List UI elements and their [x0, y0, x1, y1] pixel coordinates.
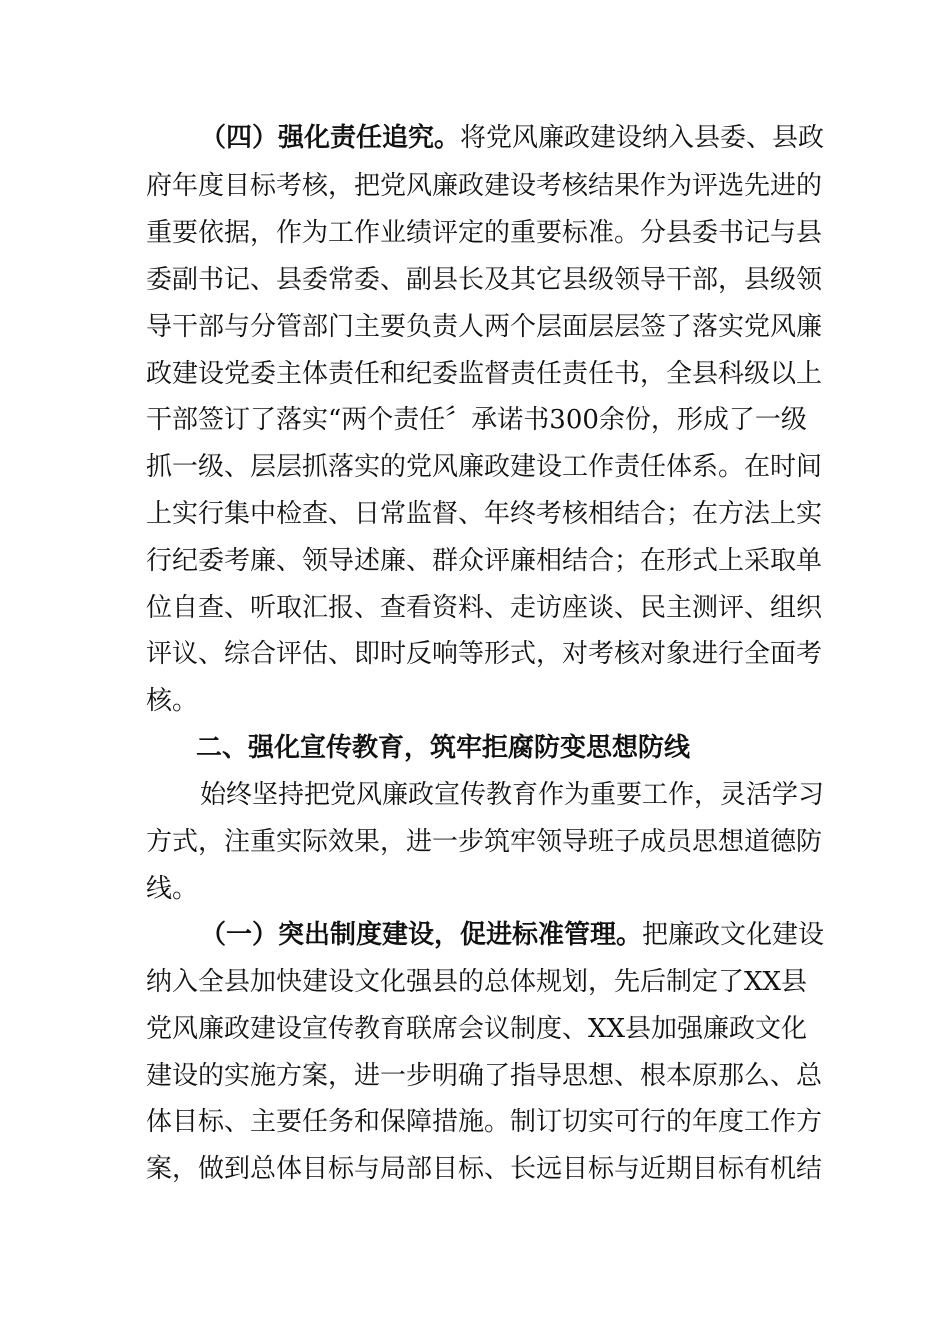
paragraph-line: 方式，注重实际效果，进一步筑牢领导班子成员思想道德防	[146, 827, 823, 857]
paragraph-line: 导干部与分管部门主要负责人两个层面层层签了落实党风廉	[146, 312, 823, 342]
paragraph-line: 委副书记、县委常委、副县长及其它县级领导干部，县级领	[146, 265, 823, 295]
paragraph-line: 纳入全县加快建设文化强县的总体规划，先后制定了XX县	[146, 967, 808, 997]
paragraph-line: 案，做到总体目标与局部目标、长远目标与近期目标有机结	[146, 1154, 823, 1184]
paragraph-line: 核。	[146, 686, 199, 716]
section-lead: （四）强化责任追究。	[200, 123, 461, 153]
paragraph-line: 线。	[146, 874, 199, 904]
paragraph-line	[200, 118, 825, 158]
text-run: 把廉政文化建设	[642, 920, 825, 950]
paragraph-line: 体目标、主要任务和保障措施。制订切实可行的年度工作方	[146, 1107, 823, 1137]
paragraph-line: 建设的实施方案，进一步明确了指导思想、根本原那么、总	[146, 1061, 823, 1091]
paragraph-line: 抓一级、层层抓落实的党风廉政建设工作责任体系。在时间	[146, 452, 823, 482]
paragraph-line: 上实行集中检查、日常监督、年终考核相结合；在方法上实	[146, 499, 823, 529]
paragraph-line: 重要依据，作为工作业绩评定的重要标准。分县委书记与县	[146, 218, 823, 248]
paragraph-line: 府年度目标考核，把党风廉政建设考核结果作为评选先进的	[146, 171, 823, 201]
paragraph-line: 评议、综合评估、即时反响等形式，对考核对象进行全面考	[146, 639, 823, 669]
text-run: 将党风廉政建设纳入县委、县政	[460, 123, 825, 153]
paragraph-line: 行纪委考廉、领导述廉、群众评廉相结合；在形式上采取单	[146, 546, 823, 576]
section-heading: 二、强化宣传教育，筑牢拒腐防变思想防线	[196, 733, 691, 763]
paragraph-line: 政建设党委主体责任和纪委监督责任责任书，全县科级以上	[146, 359, 823, 389]
paragraph-line: 位自查、听取汇报、查看资料、走访座谈、民主测评、组织	[146, 593, 823, 623]
section-lead: （一）突出制度建设，促进标准管理。	[200, 920, 643, 950]
paragraph-line: 干部签订了落实“两个责任〞承诺书300余份，形成了一级	[146, 405, 807, 435]
paragraph-line	[200, 915, 825, 955]
paragraph-line: 党风廉政建设宣传教育联席会议制度、XX县加强廉政文化	[146, 1014, 808, 1044]
paragraph-line: 始终坚持把党风廉政宣传教育作为重要工作，灵活学习	[200, 780, 825, 810]
